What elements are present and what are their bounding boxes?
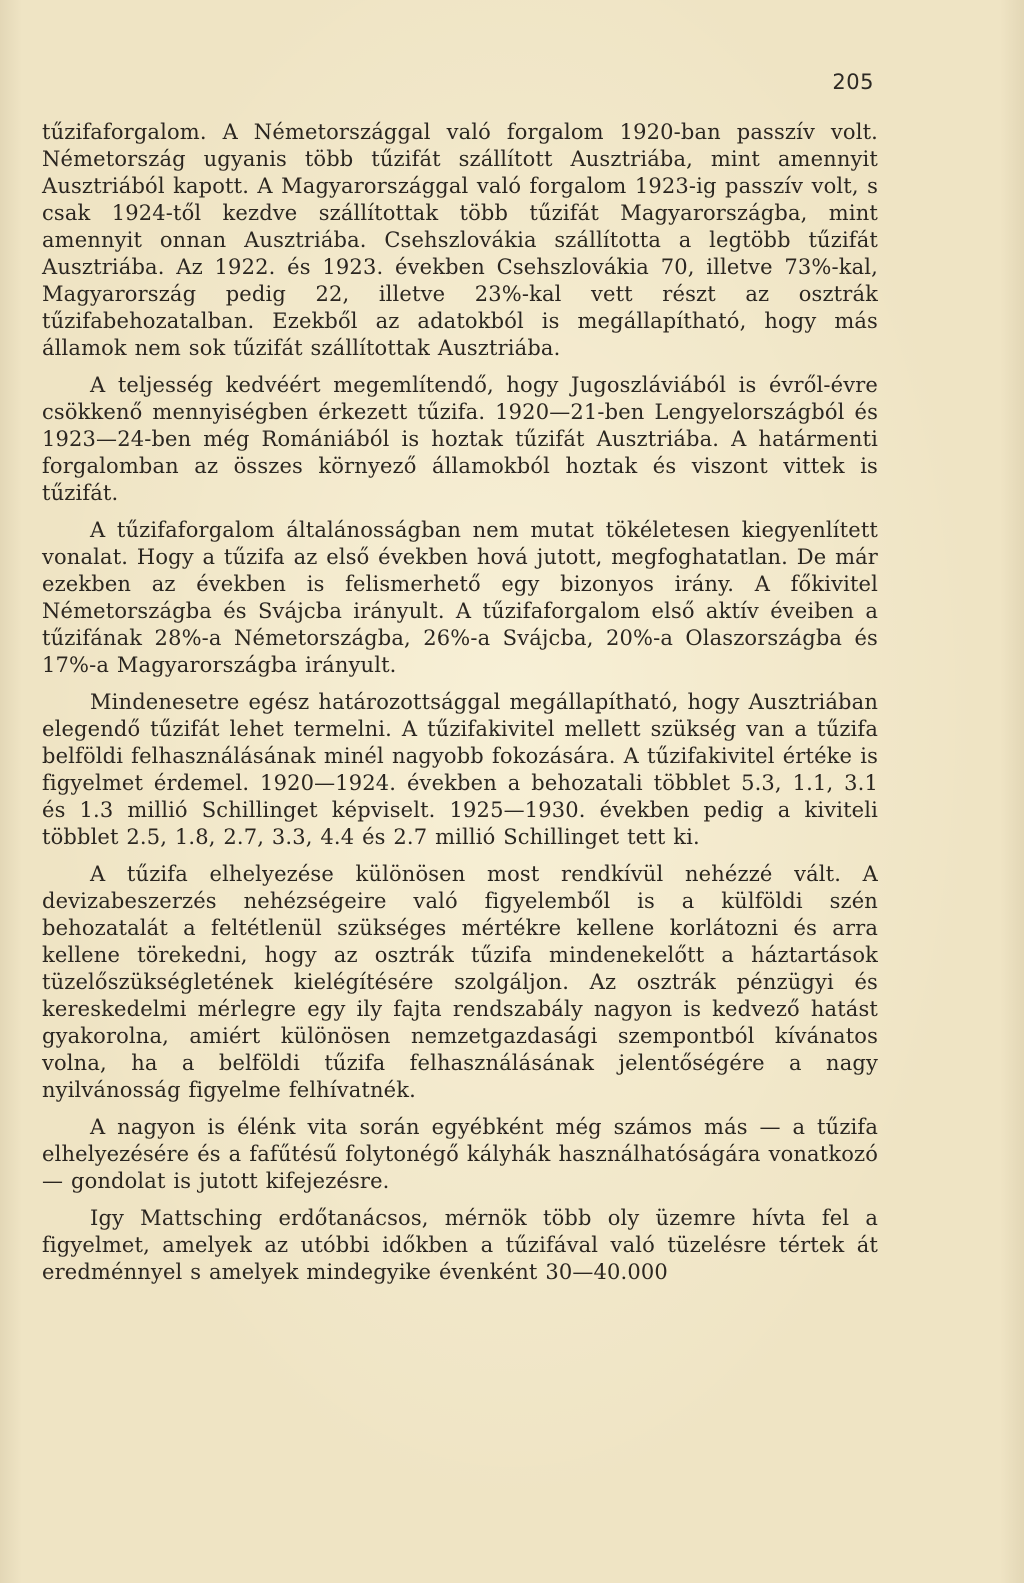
paragraph-mattsching: Igy Mattsching erdőtanácsos, mérnök több oly üzemre hívta fel a figyelmet, amelyek az utóbbi időkben a tűzifával való tüzelésre tértek át eredménnyel s amelyek mindegyike évenként 30—40.000 (42, 1206, 878, 1284)
paragraph-debate: A nagyon is élénk vita során egyébként még számos más — a tűzifa elhelyezésére és a fafűtésű folytonégő kályhák használhatóságára vonatkozó — gondolat is jutott kifejezésre. (42, 1115, 878, 1193)
paragraph-export-value: Mindenesetre egész határozottsággal megállapítható, hogy Ausztriában elegendő tűzifát lehet termelni. A tűzifakivitel mellett szükség van a tűzifa belföldi felhasználásának minél nagyobb fokozására. A tűzifakivitel értéke is figyelmet érdemel. 1920—1924. években a behozatali többlet 5.3, 1.1, 3.1 és 1.3 millió Schillinget képviselt. 1925—1930. években pedig a kiviteli többlet 2.5, 1.8, 2.7, 3.3, 4.4 és 2.7 millió Schillinget tett ki. (42, 690, 878, 849)
paragraph-continuation: tűzifaforgalom. A Németországgal való forgalom 1920-ban passzív volt. Németország ugyanis több tűzifát szállított Ausztriába, mint amennyit Ausztriából kapott. A Magyarországgal való forgalom 1923-ig passzív volt, s csak 1924-től kezdve szállítottak több tűzifát Magyarországba, mint amennyit onnan Ausztriába. Csehszlovákia szállította a legtöbb tűzifát Ausztriába. Az 1922. és 1923. években Csehszlovákia 70, illetve 73%-kal, Magyarország pedig 22, illetve 23%-kal vett részt az osztrák tűzifabehozatalban. Ezekből az adatokból is megállapítható, hogy más államok nem sok tűzifát szállítottak Ausztriába. (42, 120, 878, 360)
paragraph-firewood-placement: A tűzifa elhelyezése különösen most rendkívül nehézzé vált. A devizabeszerzés nehézségeire való figyelemből is a külföldi szén behozatalát a feltétlenül szükséges mértékre kellene korlátozni és arra kellene törekedni, hogy az osztrák tűzifa mindenekelőtt a háztartások tüzelőszükségletének kielégítésére szolgáljon. Az osztrák pénzügyi és kereskedelmi mérlegre egy ily fajta rendszabály nagyon is kedvező hatást gyakorolna, amiért különösen nemzetgazdasági szempontból kívánatos volna, ha a belföldi tűzifa felhasználásának jelentőségére a nagy nyilvánosság figyelme felhívatnék. (42, 862, 878, 1102)
paragraph-jugoslavia: A teljesség kedvéért megemlítendő, hogy Jugoszláviából is évről-évre csökkenő mennyiségben érkezett tűzifa. 1920—21-ben Lengyelországból és 1923—24-ben még Romániából is hoztak tűzifát Ausztriába. A határmenti forgalomban az összes környező államokból hoztak és viszont vittek is tűzifát. (42, 373, 878, 505)
page-number: 205 (832, 70, 874, 94)
body-text (42, 119, 878, 1296)
paragraph-export-direction: A tűzifaforgalom általánosságban nem mutat tökéletesen kiegyenlített vonalat. Hogy a tűzifa az első években hová jutott, megfoghatatlan. De már ezekben az években is felismerhető egy bizonyos irány. A főkivitel Németországba és Svájcba irányult. A tűzifaforgalom első aktív éveiben a tűzifának 28%-a Németországba, 26%-a Svájcba, 20%-a Olaszországba és 17%-a Magyarországba irányult. (42, 518, 878, 677)
